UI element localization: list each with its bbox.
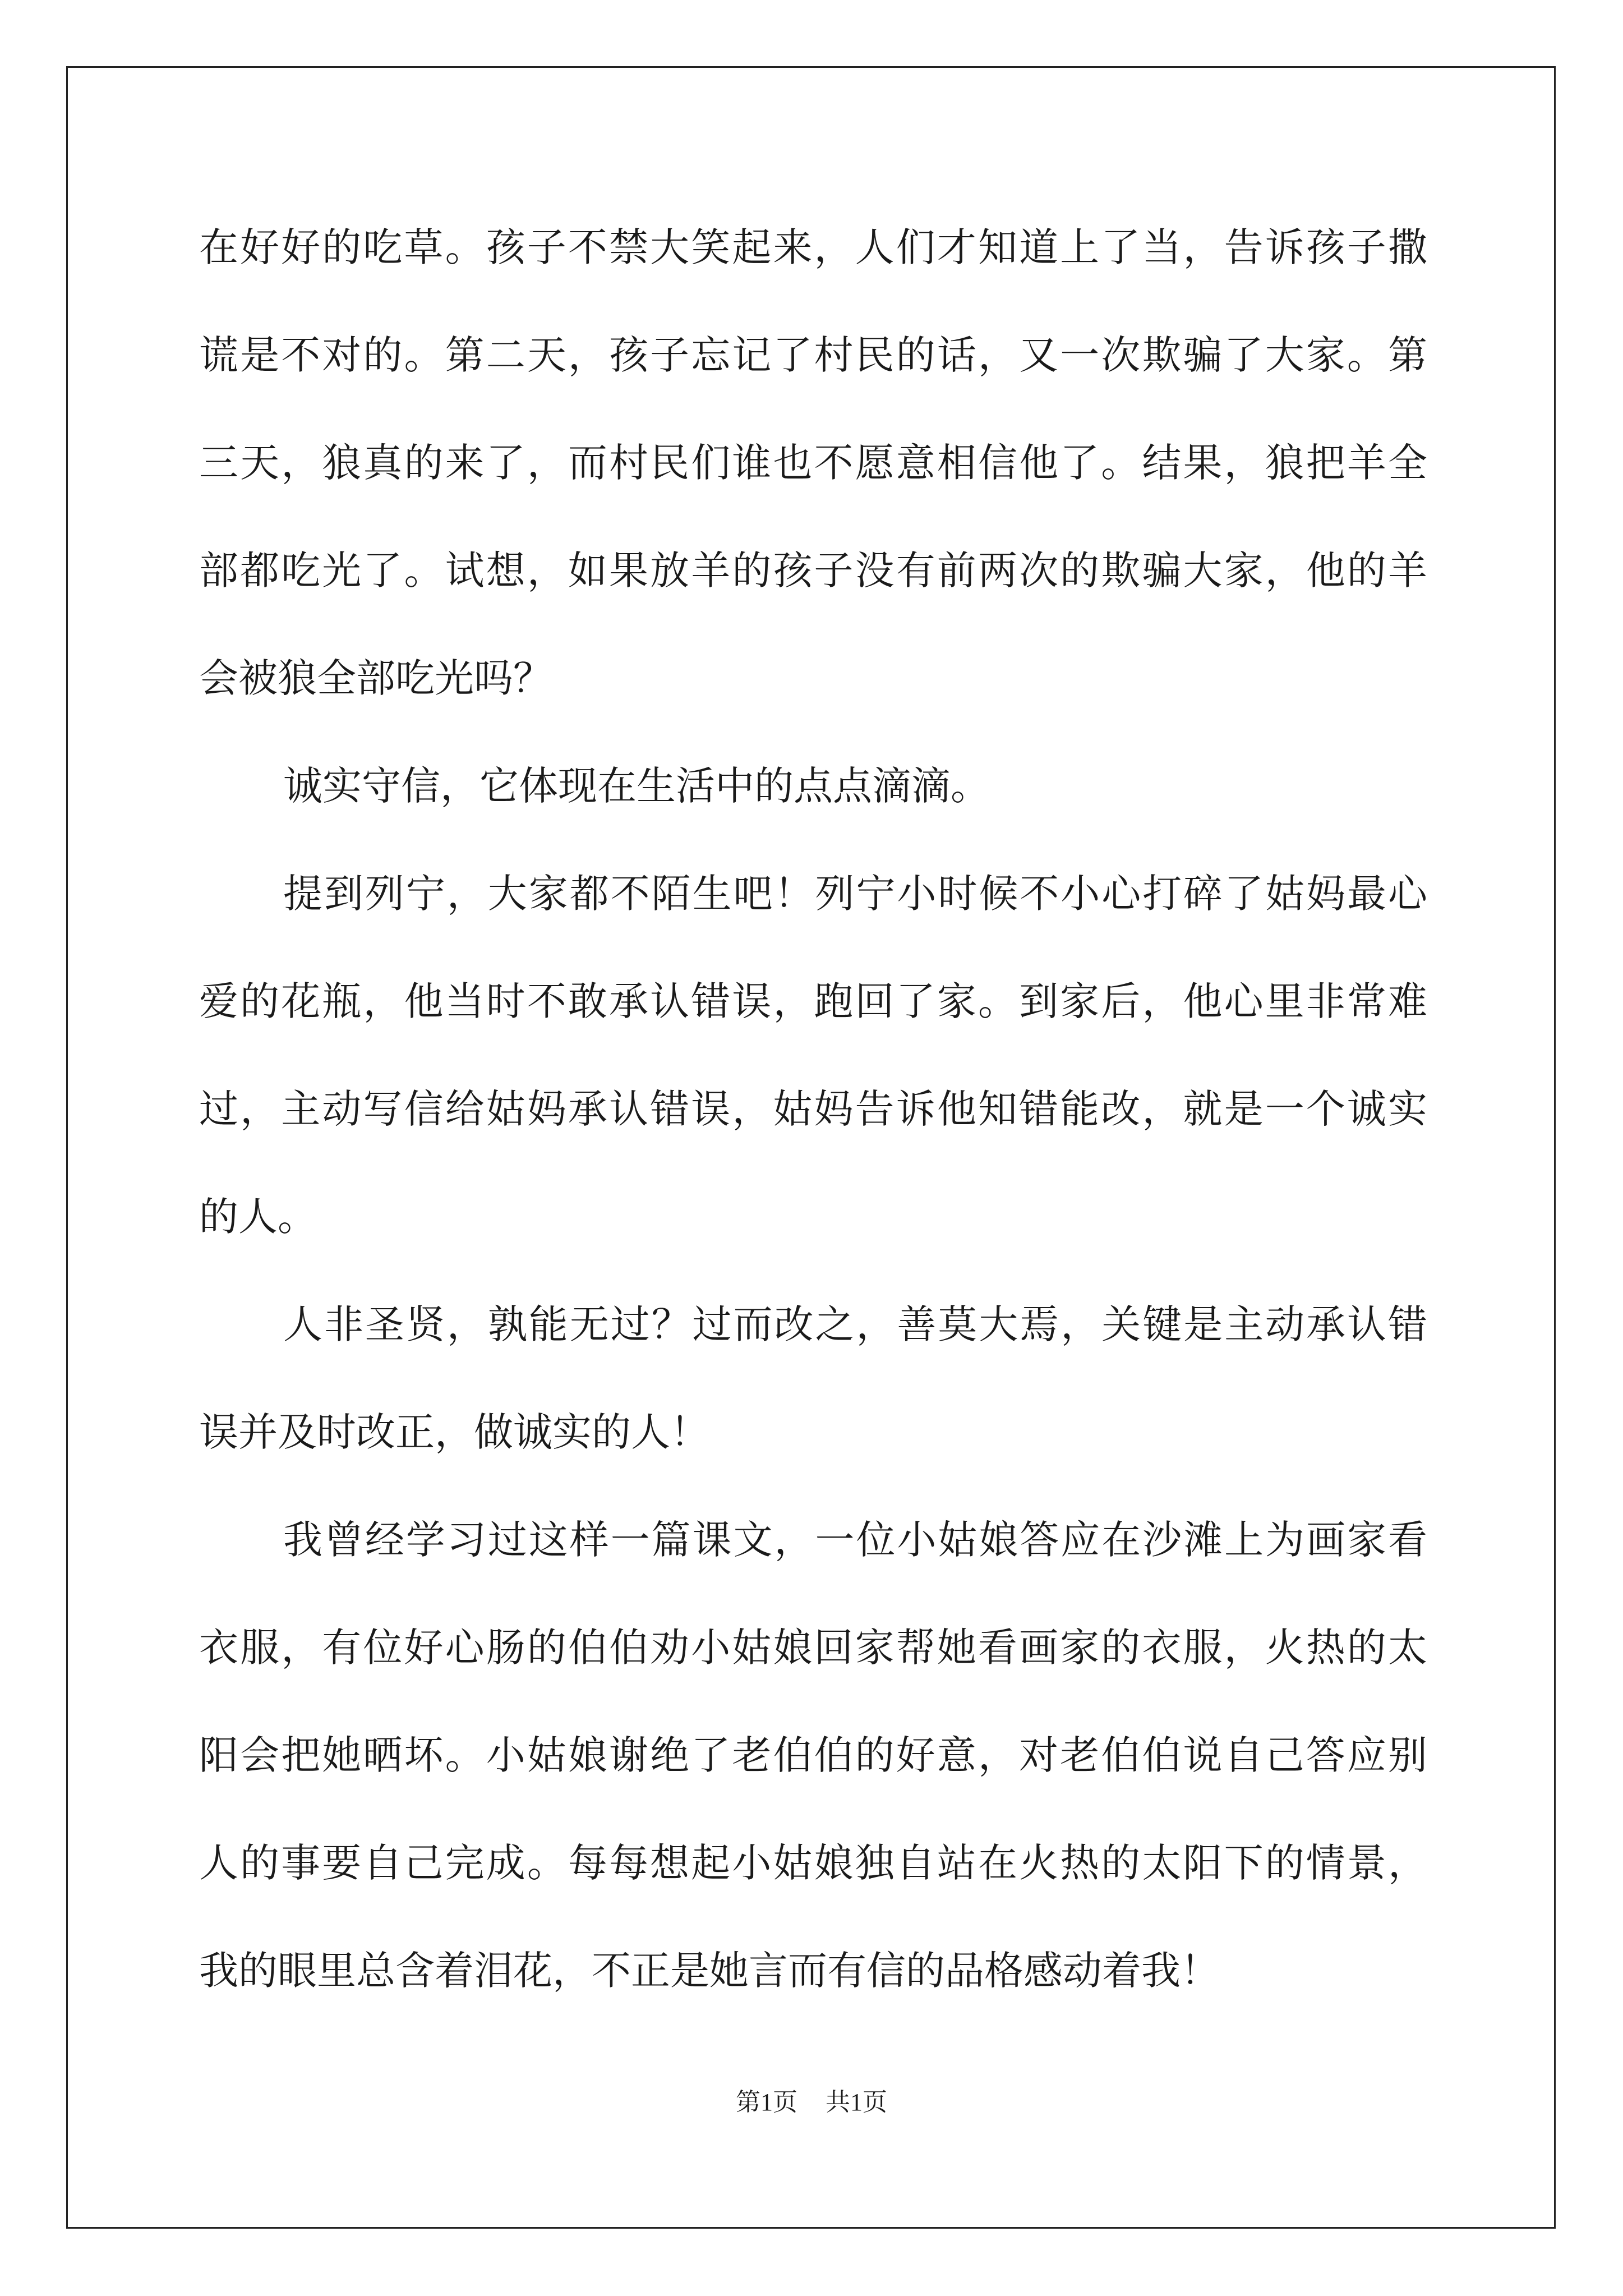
document-body [199,222,1427,2053]
text-line: 部都吃光了。试想，如果放羊的孩子没有前两次的欺骗大家，他的羊 [199,547,1427,593]
text-line: 谎是不对的。第二天，孩子忘记了村民的话，又一次欺骗了大家。第 [199,332,1427,378]
text-line: 爱的花瓶，他当时不敢承认错误，跑回了家。到家后，他心里非常难 [199,978,1427,1024]
text-line: 衣服，有位好心肠的伯伯劝小姑娘回家帮她看画家的衣服，火热的太 [199,1625,1427,1671]
text-line: 在好好的吃草。孩子不禁大笑起来，人们才知道上了当，告诉孩子撒 [199,224,1427,270]
text-line: 我的眼里总含着泪花，不正是她言而有信的品格感动着我！ [199,1948,1220,1994]
paragraph-start-line: 提到列宁，大家都不陌生吧！列宁小时候不小心打碎了姑妈最心 [283,871,1427,917]
paragraph-start-line: 诚实守信，它体现在生活中的点点滴滴。 [283,763,990,809]
text-line: 的人。 [199,1194,317,1240]
page-footer [0,2087,1623,2118]
paragraph-start-line: 人非圣贤，孰能无过？过而改之，善莫大焉，关键是主动承认错 [283,1301,1427,1347]
text-line: 人的事要自己完成。每每想起小姑娘独自站在火热的太阳下的情景， [199,1840,1427,1886]
text-line: 会被狼全部吃光吗？ [199,655,552,701]
paragraph-start-line: 我曾经学习过这样一篇课文，一位小姑娘答应在沙滩上为画家看 [283,1517,1427,1563]
text-line: 三天，狼真的来了，而村民们谁也不愿意相信他了。结果，狼把羊全 [199,440,1427,486]
text-line: 阳会把她晒坏。小姑娘谢绝了老伯伯的好意，对老伯伯说自己答应别 [199,1732,1427,1778]
page-total: 共1页 [826,2088,887,2116]
page-number: 第1页 [736,2088,797,2116]
text-line: 误并及时改正，做诚实的人！ [199,1409,709,1455]
text-line: 过，主动写信给姑妈承认错误，姑妈告诉他知错能改，就是一个诚实 [199,1086,1427,1132]
